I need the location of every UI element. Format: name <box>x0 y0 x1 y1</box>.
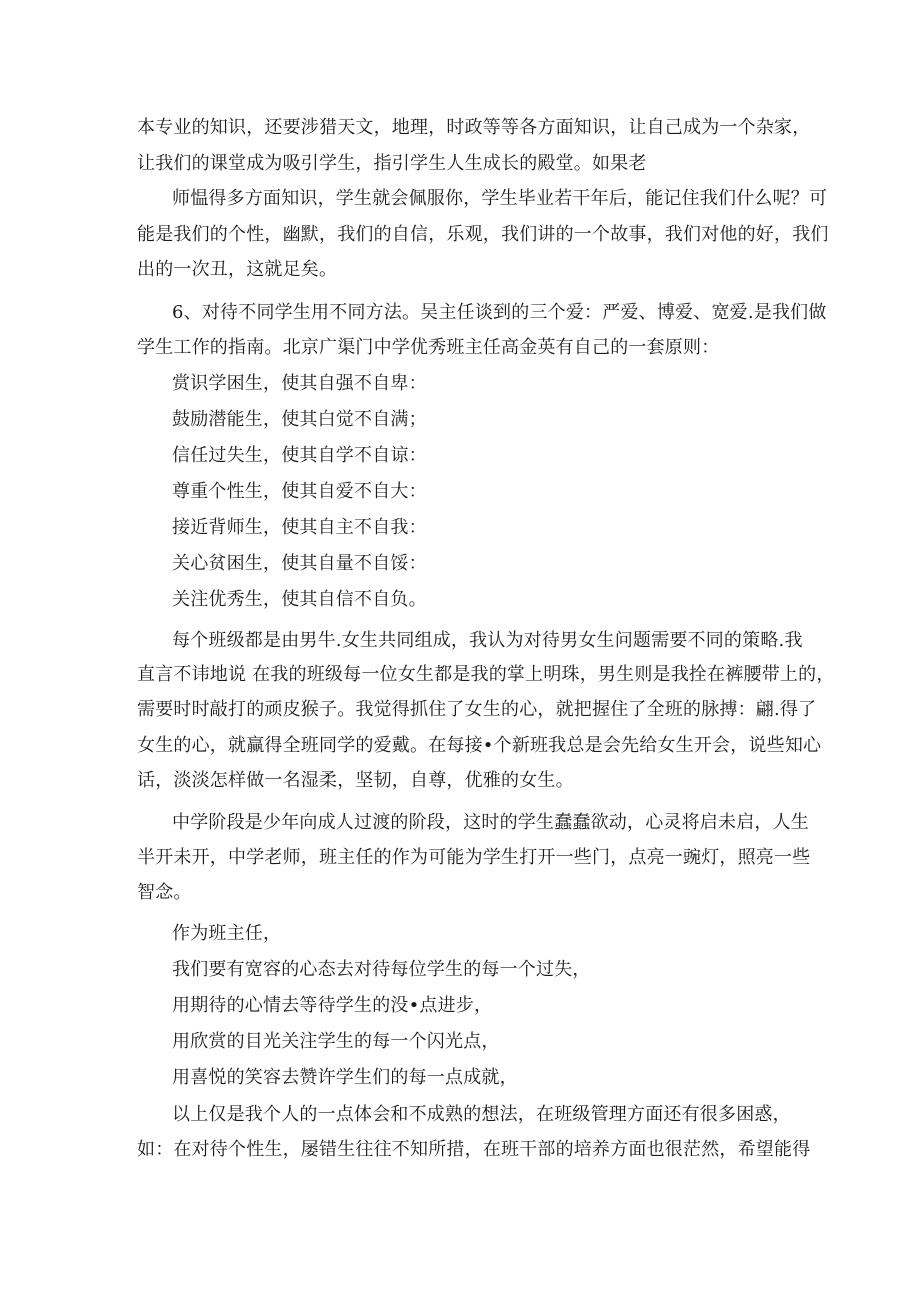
text-line: 中学阶段是少年向成人过渡的阶段，这时的学生蠢蠢欲动，心灵将启未启，人生 <box>172 812 809 833</box>
text-line: 半开未开，中学老师，班主任的作为可能为学生打开一些门，点亮一豌灯，照亮一些 <box>137 847 811 868</box>
text-line: 出的一次丑，这就足矣。 <box>137 259 338 280</box>
text-line: 我们要有宽容的心态去对待每位学生的每一个过失， <box>172 959 591 980</box>
text-line: 让我们的课堂成为吸引学生，指引学生人生成长的殿堂。如果老 <box>137 153 647 174</box>
text-line: 关心贫困生，使其自量不自馁： <box>172 553 427 574</box>
text-line: 如：在对待个性生，屡错生往往不知所措，在班干部的培养方面也很茫然，希望能得 <box>137 1139 811 1160</box>
text-line: 尊重个性生，使其自爱不自大： <box>172 481 427 502</box>
text-line: 用期待的心情去等待学生的没•点进步， <box>172 995 493 1016</box>
text-line: 直言不讳地说 在我的班级每一位女生都是我的掌上明珠，男生则是我拴在裤腰带上的， <box>137 664 835 685</box>
text-line: 接近背师生，使其自主不自我： <box>172 517 427 538</box>
text-line: 作为班主任， <box>172 923 282 944</box>
text-line: 赏识学困生，使其自强不自卑： <box>172 373 427 394</box>
text-line: 学生工作的指南。北京广渠门中学优秀班主任高金英有自己的一套原则： <box>137 337 720 358</box>
text-line: 能是我们的个性，幽默，我们的自信，乐观，我们讲的一个故事，我们对他的好，我们 <box>137 224 829 245</box>
text-line: 6、对待不同学生用不同方法。吴主任谈到的三个爱：严爱、博爱、宽爱.是我们做 <box>172 302 827 323</box>
text-line: 需要时时敲打的顽皮猴子。我觉得抓住了女生的心，就把握住了全班的脉搏：翩.得了 <box>137 699 817 720</box>
text-line: 以上仅是我个人的一点体会和不成熟的想法，在班级管理方面还有很多困惑， <box>172 1104 791 1125</box>
text-line: 师愠得多方面知识，学生就会佩服你，学生毕业若干年后，能记住我们什么呢？可 <box>172 188 828 209</box>
text-line: 用欣赏的目光关注学生的每一个闪光点， <box>172 1031 500 1052</box>
text-line: 信任过失生，使其自学不自谅： <box>172 445 427 466</box>
text-line: 话，淡淡怎样做一名湿柔，坚韧，自尊，优雅的女生。 <box>137 770 574 791</box>
text-line: 女生的心，就赢得全班同学的爱戴。在每接•个新班我总是会先给女生开会，说些知心 <box>137 735 822 756</box>
text-line: 本专业的知识，还要涉猎天文，地理，时政等等各方面知识，让自己成为一个杂家， <box>137 117 811 138</box>
text-line: 鼓励潜能生，使其白觉不自满； <box>172 409 427 430</box>
text-line: 关注优秀生，使其自信不自负。 <box>172 589 427 610</box>
text-line: 用喜悦的笑容去赞许学生们的每一点成就， <box>172 1067 518 1088</box>
text-line: 每个班级都是由男牛.女生共同组成，我认为对待男女生问题需要不同的策略.我 <box>172 630 803 651</box>
text-line: 智念。 <box>137 882 192 903</box>
